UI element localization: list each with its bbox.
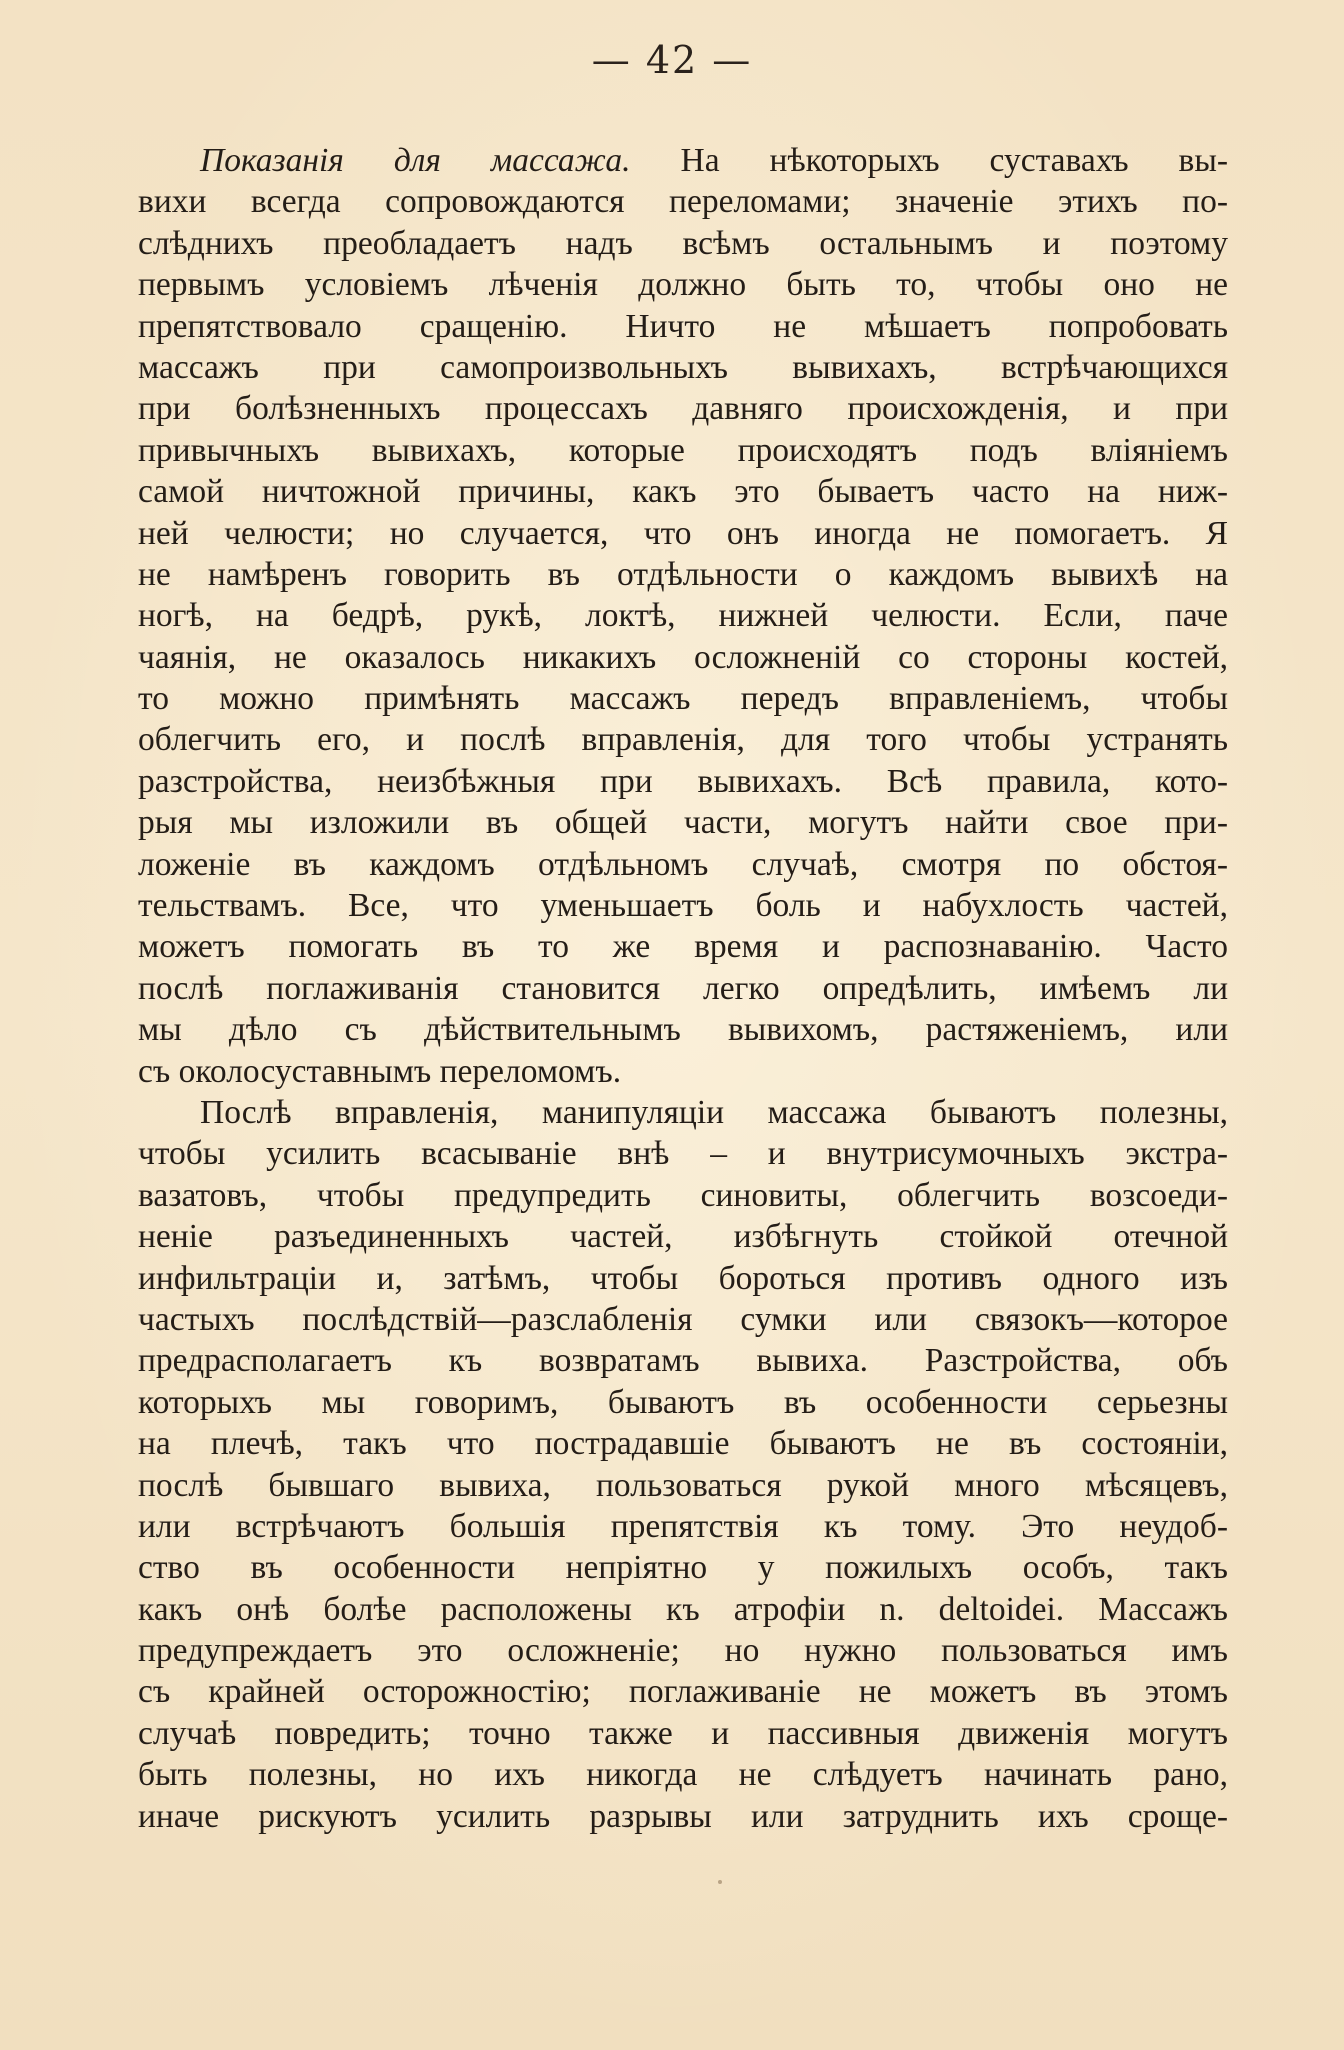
text-line: инфильтраціи и, затѣмъ, чтобы бороться противъ одного изъ <box>138 1259 1228 1297</box>
text-line: случаѣ повредить; точно также и пассивныя движенія могутъ <box>138 1714 1228 1752</box>
text-line: чтобы усилить всасываніе внѣ – и внутрисумочныхъ экстра- <box>138 1135 1228 1173</box>
page-number: — 42 — <box>591 38 753 82</box>
paper-speck <box>718 1880 722 1884</box>
text-line: первымъ условіемъ лѣченія должно быть то, чтобы оно не <box>138 266 1228 304</box>
text-line: съ крайней осторожностію; поглаживаніе не можетъ въ этомъ <box>138 1673 1228 1711</box>
text-line: послѣ бывшаго вывиха, пользоваться рукой много мѣсяцевъ, <box>138 1466 1228 1504</box>
text-line: предрасполагаетъ къ возвратамъ вывиха. Разстройства, объ <box>138 1342 1228 1380</box>
text-line: какъ онѣ болѣе расположены къ атрофіи n. deltoidei. Массажъ <box>138 1590 1228 1628</box>
text-line: которыхъ мы говоримъ, бываютъ въ особенности серьезны <box>138 1383 1228 1421</box>
text-line: на плечѣ, такъ что пострадавшіе бываютъ не въ состояніи, <box>138 1425 1228 1463</box>
text-line: Послѣ вправленія, манипуляціи массажа бываютъ полезны, <box>200 1093 1228 1131</box>
text-line: иначе рискуютъ усилить разрывы или затруднить ихъ срoще- <box>138 1797 1228 1835</box>
text-line: мы дѣло съ дѣйствительнымъ вывихомъ, растяженіемъ, или <box>138 1011 1228 1049</box>
text-line: ство въ особенности непріятно у пожилыхъ особъ, такъ <box>138 1549 1228 1587</box>
text-line: можетъ помогать въ то же время и распознаванію. Часто <box>138 928 1228 966</box>
body-text <box>138 140 1228 1837</box>
text-line: ней челюсти; но случается, что онъ иногда не помогаетъ. Я <box>138 514 1228 552</box>
text-line: вихи всегда сопровождаются переломами; значеніе этихъ по- <box>138 183 1228 221</box>
text-line: самой ничтожной причины, какъ это бываетъ часто на ниж- <box>138 473 1228 511</box>
text-line: частыхъ послѣдствій—разслабленія сумки или связокъ—которое <box>138 1300 1228 1338</box>
text-line: съ околосуставнымъ переломомъ. <box>138 1052 622 1090</box>
text-line: разстройства, неизбѣжныя при вывихахъ. Всѣ правила, кото- <box>138 762 1228 800</box>
text-line: при болѣзненныхъ процессахъ давняго происхожденія, и при <box>138 390 1228 428</box>
text-line: рыя мы изложили въ общей части, могутъ найти свое при- <box>138 804 1228 842</box>
text-line: слѣднихъ преобладаетъ надъ всѣмъ остальнымъ и поэтому <box>138 224 1228 262</box>
text-line: облегчить его, и послѣ вправленія, для того чтобы устранять <box>138 721 1228 759</box>
text-line: неніе разъединенныхъ частей, избѣгнуть стойкой отечной <box>138 1218 1228 1256</box>
section-heading: Показанія для массажа. <box>200 142 631 179</box>
text-line: вазатовъ, чтобы предупредить синовиты, облегчить возсоеди- <box>138 1176 1228 1214</box>
text-line: то можно примѣнять массажъ передъ вправленіемъ, чтобы <box>138 680 1228 718</box>
text-line: или встрѣчаютъ большія препятствія къ тому. Это неудоб- <box>138 1507 1228 1545</box>
text-line: ложеніе въ каждомъ отдѣльномъ случаѣ, смотря по обстоя- <box>138 845 1228 883</box>
text-line: быть полезны, но ихъ никогда не слѣдуетъ начинать рано, <box>138 1756 1228 1794</box>
text-line: ногѣ, на бедрѣ, рукѣ, локтѣ, нижней челюсти. Если, паче <box>138 597 1228 635</box>
text-line: послѣ поглаживанія становится легко опредѣлить, имѣемъ ли <box>138 969 1228 1007</box>
text-line: массажъ при самопроизвольныхъ вывихахъ, встрѣчающихся <box>138 348 1228 386</box>
text-line <box>138 140 1228 181</box>
text-line: привычныхъ вывихахъ, которые происходятъ подъ вліяніемъ <box>138 431 1228 469</box>
heading-continuation: На нѣкоторыхъ суставахъ вы- <box>630 142 1228 179</box>
text-line: предупреждаетъ это осложненіе; но нужно пользоваться имъ <box>138 1632 1228 1670</box>
text-line: не намѣренъ говорить въ отдѣльности о каждомъ вывихѣ на <box>138 555 1228 593</box>
paragraph-after-reduction <box>138 1092 1228 1837</box>
text-line: чаянія, не оказалось никакихъ осложненій со стороны костей, <box>138 638 1228 676</box>
text-line: препятствовало сращенію. Ничто не мѣшаетъ попробовать <box>138 307 1228 345</box>
text-line: тельствамъ. Все, что уменьшаетъ боль и набухлость частей, <box>138 887 1228 925</box>
paragraph-indications <box>138 140 1228 1092</box>
